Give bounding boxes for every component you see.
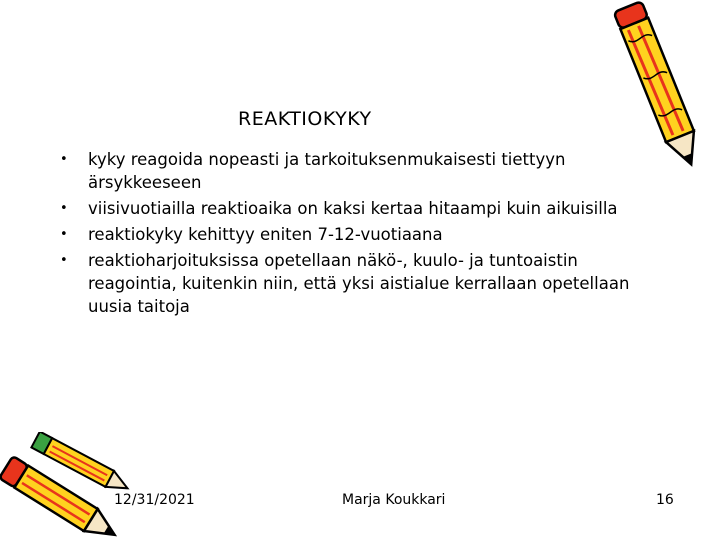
bullet-item [60, 249, 660, 318]
bullet-item [60, 148, 660, 194]
bullet-item [60, 197, 660, 220]
footer-date: 12/31/2021 [114, 492, 195, 508]
bullet-list [60, 148, 660, 321]
slide-title: REAKTIOKYKY [238, 108, 372, 130]
footer-page-number: 16 [656, 492, 674, 508]
bullet-dot-icon: • [60, 152, 68, 167]
pencils-clipart-icon [0, 432, 150, 540]
footer-author: Marja Koukkari [342, 492, 446, 508]
bullet-text: kyky reagoida nopeasti ja tarkoituksenmukaisesti tiettyyn ärsykkeeseen [88, 150, 566, 192]
bullet-item [60, 223, 660, 246]
bullet-dot-icon: • [60, 201, 68, 216]
bullet-text: reaktiokyky kehittyy eniten 7-12-vuotiaana [88, 225, 443, 244]
bullet-dot-icon: • [60, 227, 68, 242]
bullet-text: reaktioharjoituksissa opetellaan näkö-, kuulo- ja tuntoaistin reagointia, kuitenkin niin, että yksi aistialue kerrallaan opetellaan uusia taitoja [88, 251, 630, 316]
bullet-text: viisivuotiailla reaktioaika on kaksi kertaa hitaampi kuin aikuisilla [88, 199, 618, 218]
bullet-dot-icon: • [60, 253, 68, 268]
